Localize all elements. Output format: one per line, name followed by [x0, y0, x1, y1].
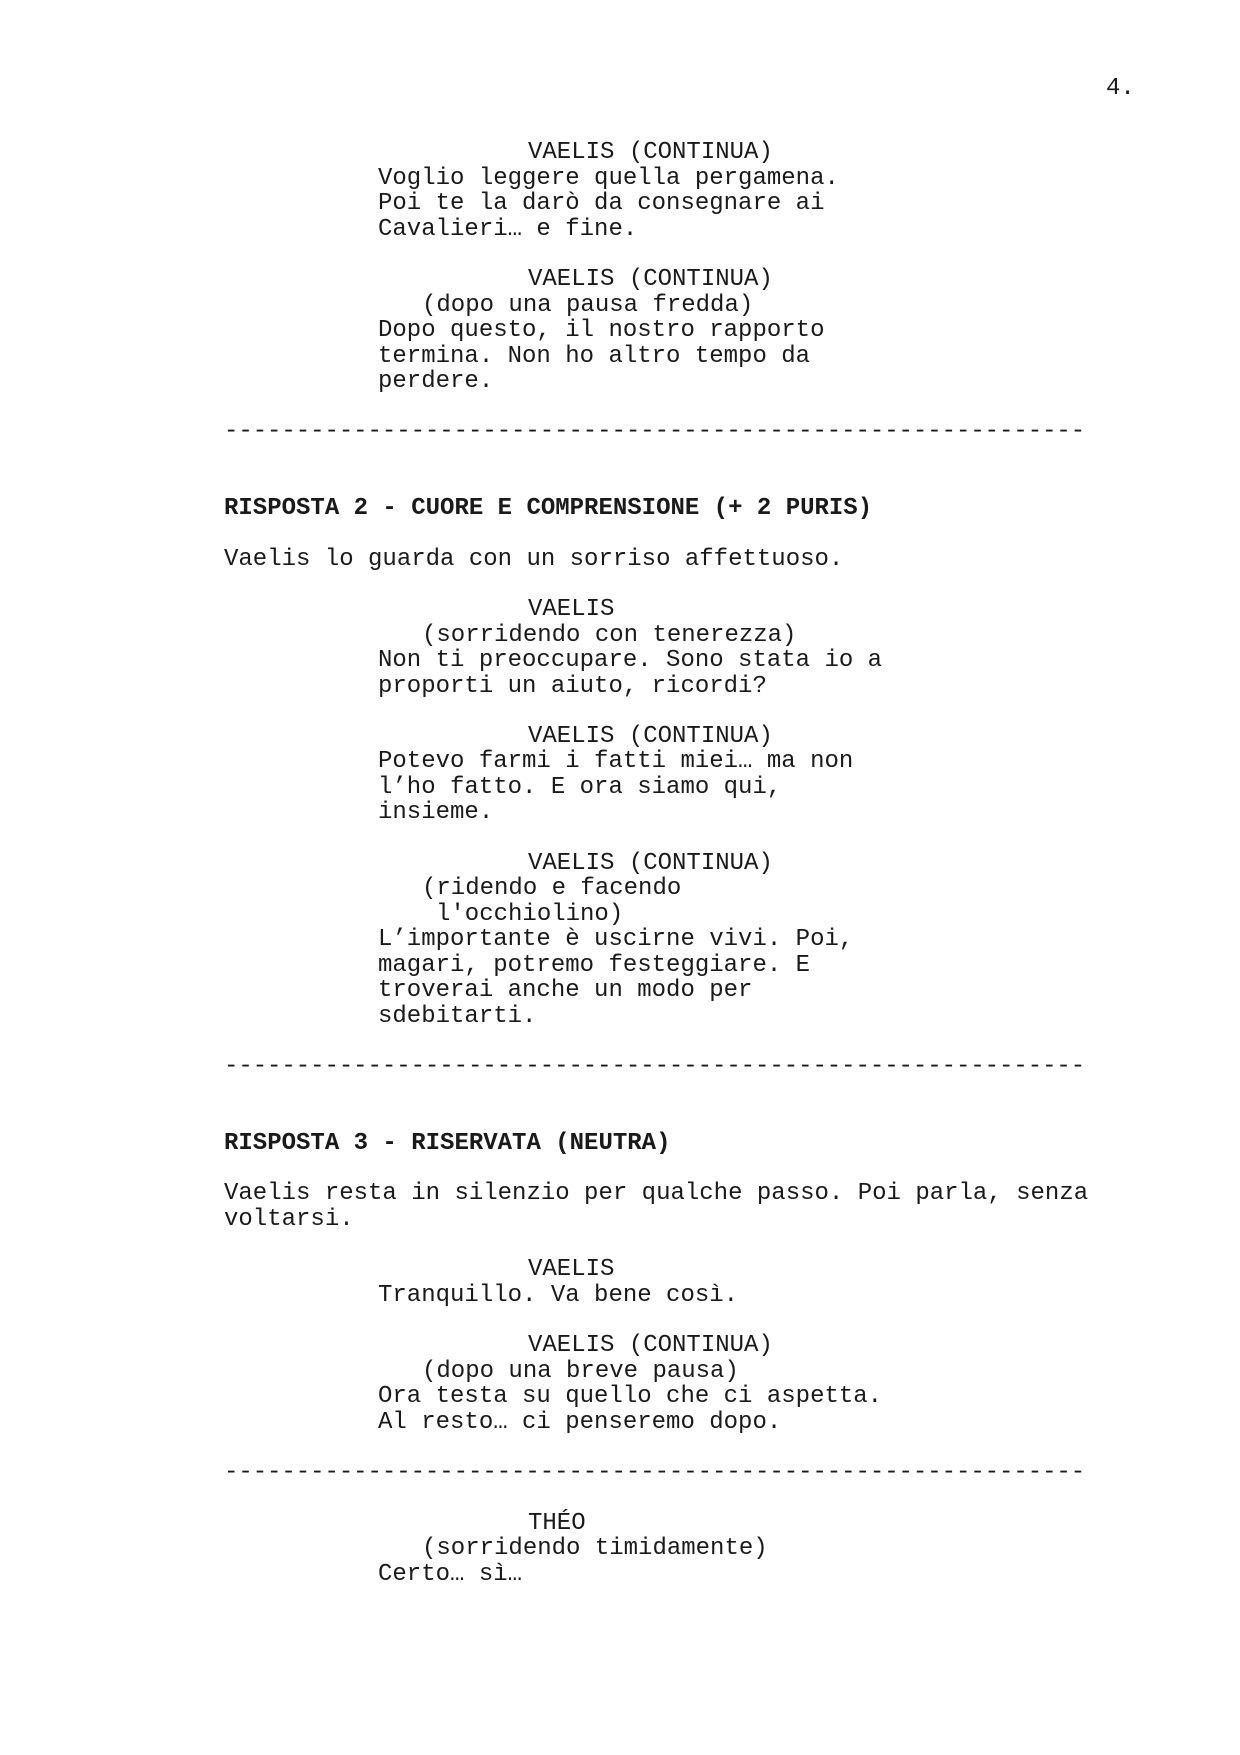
parenthetical: (dopo una breve pausa) — [422, 1358, 739, 1385]
dialogue-line: Ora testa su quello che ci aspetta. — [378, 1383, 883, 1410]
section-heading: RISPOSTA 3 - RISERVATA (NEUTRA) — [224, 1130, 671, 1157]
parenthetical: l'occhiolino) — [436, 901, 624, 928]
parenthetical: (ridendo e facendo — [422, 875, 682, 902]
page-number: 4. — [1106, 75, 1135, 102]
section-divider: ------------------------------------------------------------ — [224, 418, 1086, 445]
character-cue: VAELIS — [528, 1256, 615, 1283]
dialogue-line: l’ho fatto. E ora siamo qui, — [378, 774, 782, 801]
section-divider: ------------------------------------------------------------ — [224, 1053, 1086, 1080]
parenthetical: (dopo una pausa fredda) — [422, 292, 754, 319]
dialogue-line: Non ti preoccupare. Sono stata io a — [378, 647, 883, 674]
dialogue-line: Potevo farmi i fatti miei… ma non — [378, 748, 854, 775]
character-cue: VAELIS (CONTINUA) — [528, 266, 773, 293]
section-divider: ------------------------------------------------------------ — [224, 1459, 1086, 1486]
character-cue: VAELIS (CONTINUA) — [528, 139, 773, 166]
parenthetical: (sorridendo con tenerezza) — [422, 622, 797, 649]
dialogue-line: Al resto… ci penseremo dopo. — [378, 1409, 782, 1436]
dialogue-line: Poi te la darò da consegnare ai — [378, 190, 825, 217]
action-line: Vaelis resta in silenzio per qualche passo. Poi parla, senza — [224, 1180, 1089, 1207]
action-line: voltarsi. — [224, 1206, 354, 1233]
character-cue: VAELIS (CONTINUA) — [528, 723, 773, 750]
dialogue-line: insieme. — [378, 799, 494, 826]
character-cue: VAELIS (CONTINUA) — [528, 1332, 773, 1359]
character-cue: VAELIS — [528, 596, 615, 623]
dialogue-line: sdebitarti. — [378, 1003, 537, 1030]
dialogue-line: troverai anche un modo per — [378, 977, 753, 1004]
dialogue-line: L’importante è uscirne vivi. Poi, — [378, 926, 854, 953]
dialogue-line: Cavalieri… e fine. — [378, 216, 638, 243]
dialogue-line: Tranquillo. Va bene così. — [378, 1282, 739, 1309]
action-line: Vaelis lo guarda con un sorriso affettuoso. — [224, 546, 844, 573]
dialogue-line: Voglio leggere quella pergamena. — [378, 165, 839, 192]
character-cue: VAELIS (CONTINUA) — [528, 850, 773, 877]
dialogue-line: magari, potremo festeggiare. E — [378, 952, 811, 979]
dialogue-line: termina. Non ho altro tempo da — [378, 343, 811, 370]
parenthetical: (sorridendo timidamente) — [422, 1535, 768, 1562]
dialogue-line: proporti un aiuto, ricordi? — [378, 673, 767, 700]
dialogue-line: Certo… sì… — [378, 1561, 523, 1588]
dialogue-line: perdere. — [378, 368, 494, 395]
section-heading: RISPOSTA 2 - CUORE E COMPRENSIONE (+ 2 PURIS) — [224, 495, 873, 522]
dialogue-line: Dopo questo, il nostro rapporto — [378, 317, 825, 344]
character-cue: THÉO — [528, 1510, 586, 1537]
